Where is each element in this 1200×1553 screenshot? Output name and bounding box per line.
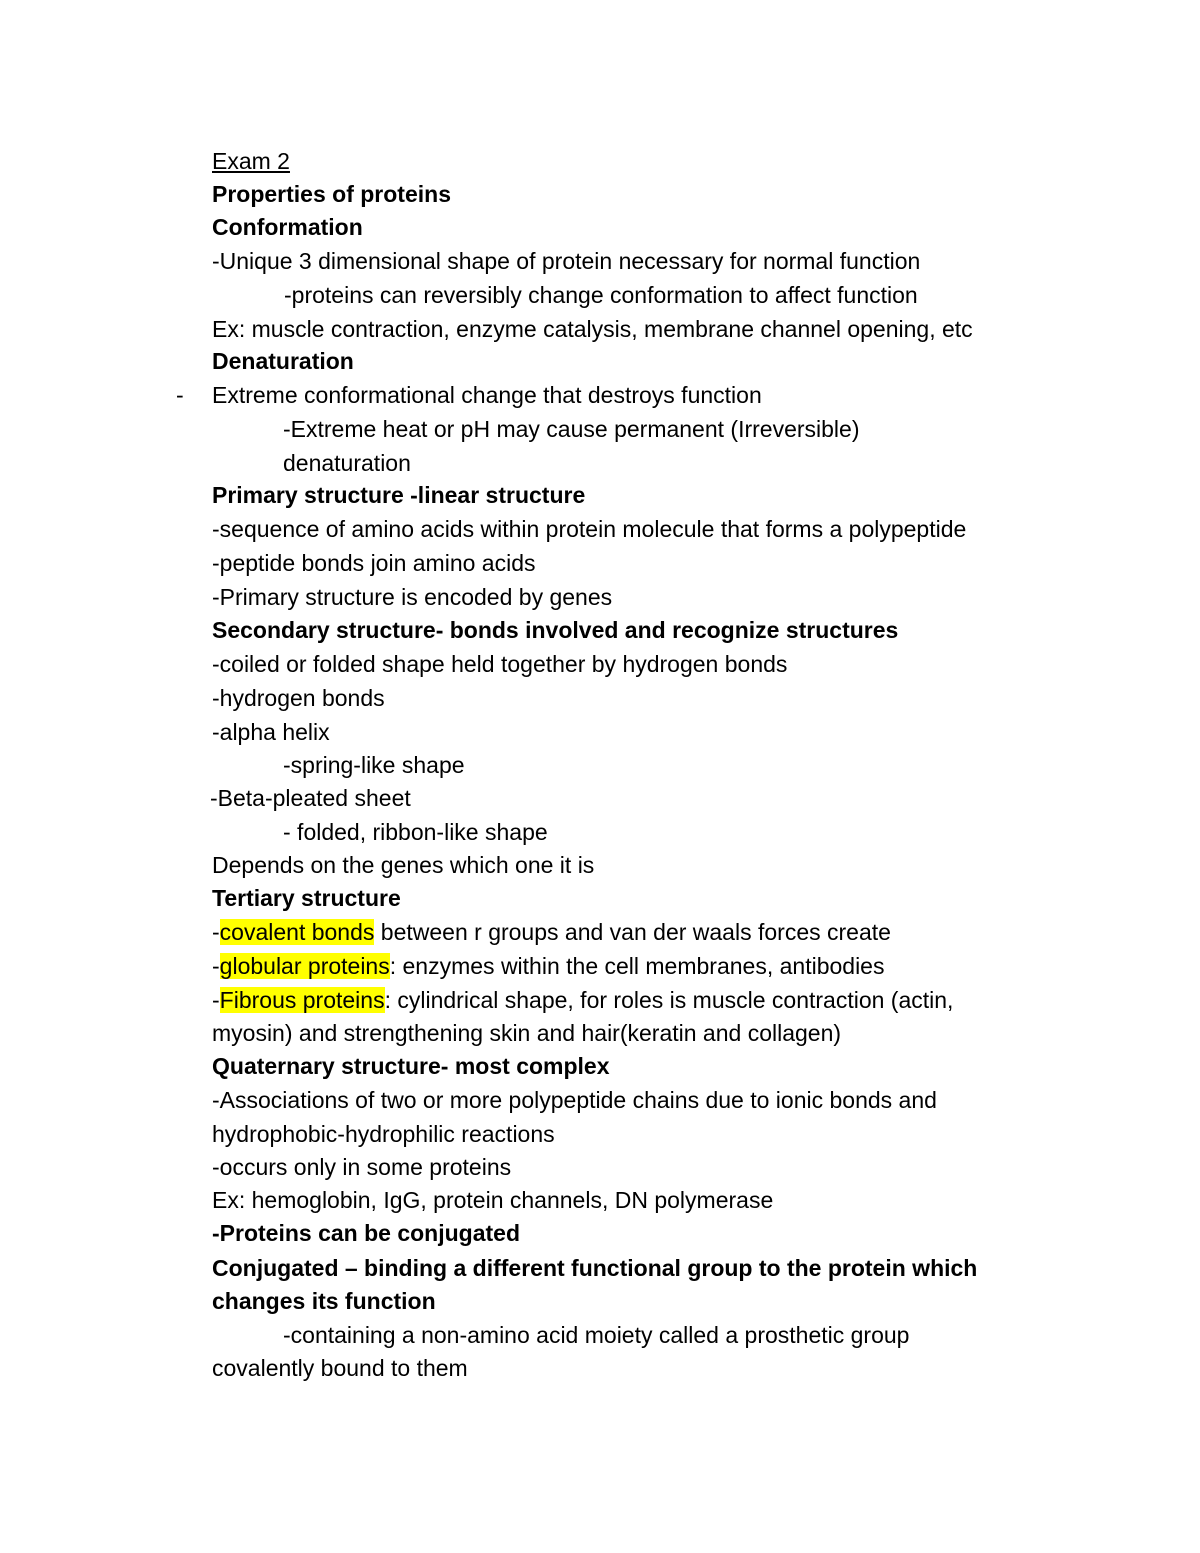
conjugated-line-1: -containing a non-amino acid moiety called a prosthetic group: [283, 1322, 910, 1348]
quaternary-line-2: hydrophobic-hydrophilic reactions: [212, 1121, 555, 1147]
heading-conjugated-proteins: -Proteins can be conjugated: [212, 1220, 520, 1246]
secondary-line-1: -coiled or folded shape held together by hydrogen bonds: [212, 651, 788, 677]
quaternary-line-1: -Associations of two or more polypeptide chains due to ionic bonds and: [212, 1087, 937, 1113]
heading-denaturation: Denaturation: [212, 348, 354, 374]
tertiary-line-1-rest: between r groups and van der waals forces create: [374, 919, 891, 945]
denaturation-line-2: -Extreme heat or pH may cause permanent (Irreversible): [283, 416, 860, 442]
secondary-line-6: - folded, ribbon-like shape: [283, 819, 548, 845]
heading-properties: Properties of proteins: [212, 181, 451, 207]
tertiary-line-3-rest: : cylindrical shape, for roles is muscle contraction (actin,: [384, 987, 954, 1013]
heading-tertiary: Tertiary structure: [212, 885, 401, 911]
quaternary-line-3: -occurs only in some proteins: [212, 1154, 512, 1180]
secondary-line-3: -alpha helix: [212, 719, 330, 745]
highlight-globular-proteins: globular proteins: [219, 953, 390, 979]
tertiary-line-1: [212, 915, 891, 949]
conjugated-heading-line-2: changes its function: [212, 1288, 436, 1314]
heading-quaternary: Quaternary structure- most complex: [212, 1053, 610, 1079]
doc-title: Exam 2: [212, 148, 290, 174]
heading-secondary: Secondary structure- bonds involved and recognize structures: [212, 617, 899, 643]
primary-line-1: -sequence of amino acids within protein molecule that forms a polypeptide: [212, 516, 967, 542]
secondary-line-5: -Beta-pleated sheet: [210, 785, 411, 811]
highlight-fibrous-proteins: Fibrous proteins: [219, 987, 385, 1013]
denaturation-line-3: denaturation: [283, 450, 411, 476]
secondary-line-7: Depends on the genes which one it is: [212, 852, 595, 878]
secondary-line-2: -hydrogen bonds: [212, 685, 385, 711]
list-bullet-dash: -: [176, 382, 184, 408]
primary-line-2: -peptide bonds join amino acids: [212, 550, 536, 576]
tertiary-line-4: myosin) and strengthening skin and hair(keratin and collagen): [212, 1020, 842, 1046]
conjugated-line-2: covalently bound to them: [212, 1355, 468, 1381]
tertiary-line-2-prefix: -: [212, 953, 220, 979]
conformation-line-1: -Unique 3 dimensional shape of protein necessary for normal function: [212, 248, 921, 274]
conformation-line-2: -proteins can reversibly change conformation to affect function: [284, 282, 918, 308]
tertiary-line-2-rest: : enzymes within the cell membranes, antibodies: [389, 953, 885, 979]
denaturation-line-1: Extreme conformational change that destroys function: [212, 382, 762, 408]
primary-line-3: -Primary structure is encoded by genes: [212, 584, 613, 610]
tertiary-line-1-prefix: -: [212, 919, 220, 945]
tertiary-line-2: [212, 949, 884, 983]
quaternary-line-4: Ex: hemoglobin, IgG, protein channels, DN polymerase: [212, 1187, 774, 1213]
conformation-line-3: Ex: muscle contraction, enzyme catalysis, membrane channel opening, etc: [212, 316, 973, 342]
tertiary-line-3-prefix: -: [212, 987, 220, 1013]
heading-primary: Primary structure -linear structure: [212, 482, 586, 508]
highlight-covalent-bonds: covalent bonds: [219, 919, 375, 945]
tertiary-line-3: [212, 983, 953, 1017]
conjugated-heading-line-1: Conjugated – binding a different functional group to the protein which: [212, 1255, 978, 1281]
heading-conformation: Conformation: [212, 214, 363, 240]
secondary-line-4: -spring-like shape: [283, 752, 465, 778]
